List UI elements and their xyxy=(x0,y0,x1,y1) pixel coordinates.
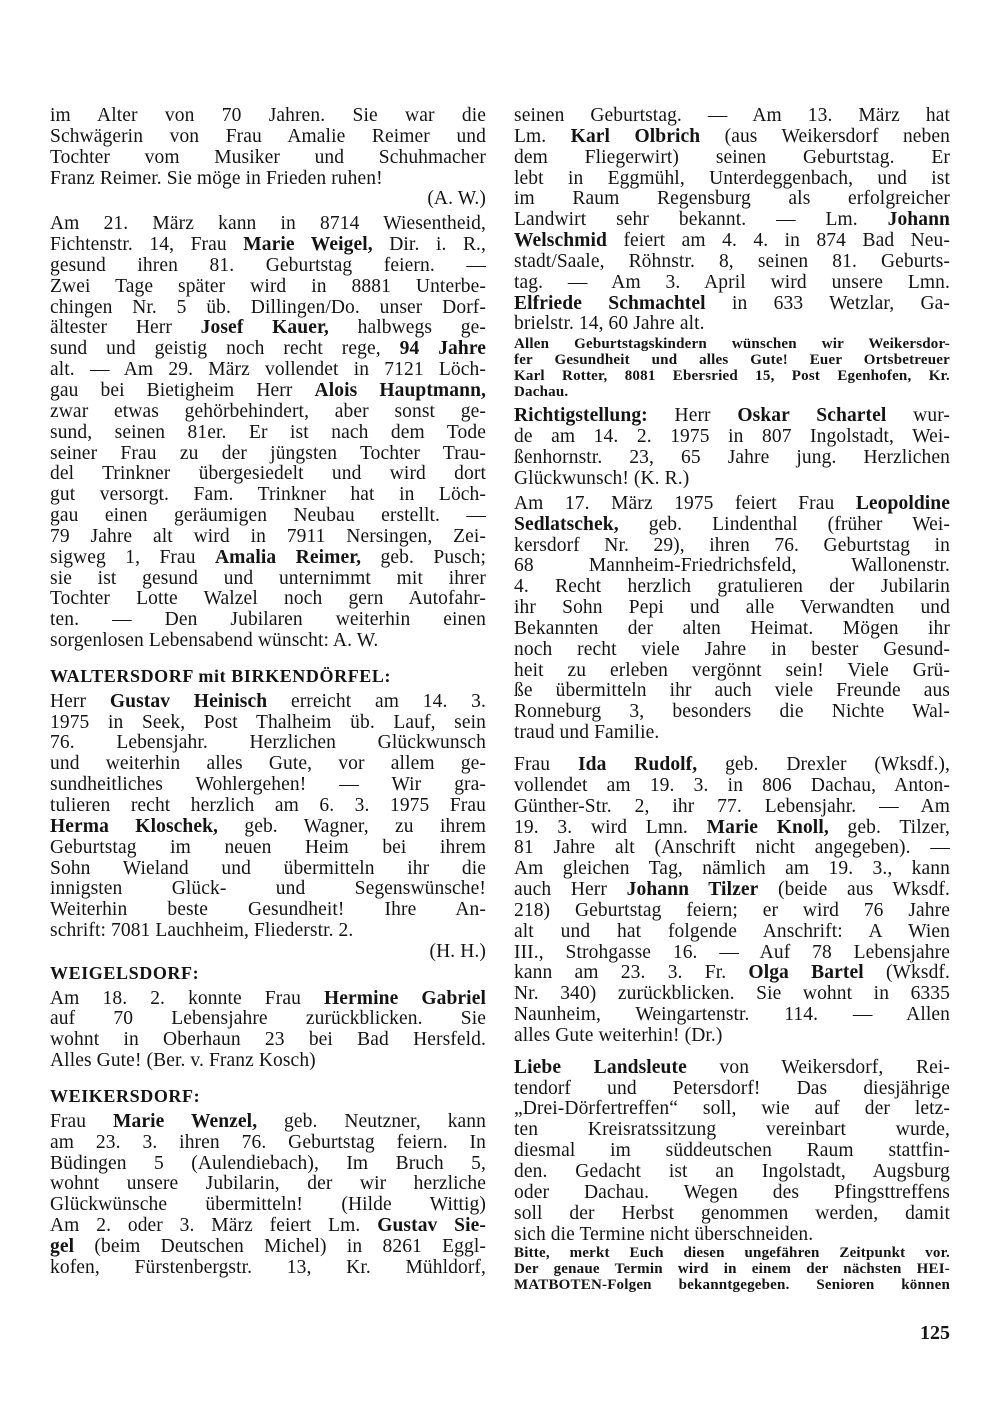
text-run: gut versorgt. Fam. Trinkner hat in Löch- xyxy=(50,484,486,506)
text-line xyxy=(514,536,950,557)
right-column xyxy=(514,106,950,1294)
text-run: Weiterhin beste Gesundheit! Ihre An- xyxy=(50,899,486,921)
text-line xyxy=(514,1204,950,1225)
text-line xyxy=(514,1162,950,1183)
text-line xyxy=(50,402,486,423)
text-run: innigsten Glück- und Segenswünsche! xyxy=(50,878,486,900)
text-run: (beim Deutschen Michel) in 8261 Eggl- xyxy=(74,1235,486,1257)
bold-name: gel xyxy=(50,1235,75,1257)
text-line xyxy=(514,273,950,294)
bold-name: Sedlatschek, xyxy=(514,513,619,535)
text-run: sundheitliches Wohlergehen! — Wir gra- xyxy=(50,774,486,796)
text-line xyxy=(50,1030,486,1051)
text-line xyxy=(50,817,486,838)
text-line xyxy=(50,169,486,190)
text-line xyxy=(514,619,950,640)
text-run: soll der Herbst genommen werden, damit xyxy=(514,1202,950,1224)
bold-name: Richtigstellung: xyxy=(514,405,648,427)
text-line xyxy=(50,631,486,652)
text-run: stadt/Saale, Röhnstr. 8, seinen 81. Geburts- xyxy=(514,250,950,272)
text-run: (A. W.) xyxy=(427,188,486,210)
text-line xyxy=(50,666,486,687)
text-line xyxy=(50,1216,486,1237)
text-line xyxy=(514,1246,950,1262)
text-run: 76. Lebensjahr. Herzlichen Glückwunsch xyxy=(50,732,486,754)
text-run: kersdorf Nr. 29), ihren 76. Geburtstag in xyxy=(514,534,950,556)
bold-name: Amalia Reimer, xyxy=(215,546,362,568)
text-run: gau einen geräumigen Neubau erstellt. — xyxy=(50,505,486,527)
bold-name: Johann Tilzer xyxy=(626,879,759,901)
text-line xyxy=(514,1225,950,1246)
text-line xyxy=(514,901,950,922)
section-heading xyxy=(50,963,486,984)
bold-name: Karl Olbrich xyxy=(570,125,701,147)
bold-name: Hermine Gabriel xyxy=(323,987,486,1009)
text-run: Franz Reimer. Sie möge in Frieden ruhen! xyxy=(50,167,383,189)
text-run: Büdingen 5 (Aulendiebach), Im Bruch 5, xyxy=(50,1152,486,1174)
text-run: feiert am 4. 4. in 874 Bad Neu- xyxy=(607,230,950,252)
bold-name: 94 Jahre xyxy=(399,338,486,360)
text-line xyxy=(514,1262,950,1278)
text-line xyxy=(514,406,950,427)
text-line xyxy=(514,797,950,818)
text-line xyxy=(514,106,950,127)
bold-name: Welschmid xyxy=(514,230,607,252)
text-line xyxy=(50,692,486,713)
text-line xyxy=(50,189,486,210)
text-run: seiner Frau zu der jüngsten Tochter Trau- xyxy=(50,442,486,464)
section-heading xyxy=(50,1086,486,1107)
text-line xyxy=(50,360,486,381)
text-run: heit zu erleben vergönnt sein! Viele Grü- xyxy=(514,659,950,681)
text-run: traud und Familie. xyxy=(514,722,660,744)
text-run: chingen Nr. 5 üb. Dillingen/Do. unser Dorf- xyxy=(50,296,486,318)
text-run: (Wksdf. xyxy=(863,962,951,984)
text-run: (H. H.) xyxy=(429,940,486,962)
text-line xyxy=(50,796,486,817)
text-run: oder Dachau. Wegen des Pfingsttreffens xyxy=(514,1181,950,1203)
text-run: auch Herr xyxy=(514,879,627,901)
text-run: ße übermitteln ihr auch viele Freunde aus xyxy=(514,680,950,702)
text-run: „Drei-Dörfertreffen“ soll, wie auf der letz- xyxy=(514,1098,950,1120)
text-run: Schwägerin von Frau Amalie Reimer und xyxy=(50,125,486,147)
text-run: sigweg 1, Frau xyxy=(50,546,215,568)
text-run: Allen Geburtstagskindern wünschen wir Weikersdor- xyxy=(514,336,950,353)
page-number: 125 xyxy=(920,1322,950,1344)
paragraph xyxy=(50,106,486,189)
bold-name: Marie Knoll, xyxy=(706,816,829,838)
text-line xyxy=(514,210,950,231)
text-run: 68 Mannheim-Friedrichsfeld, Wallonenstr. xyxy=(514,555,950,577)
text-line xyxy=(514,427,950,448)
text-run: gau bei Bietigheim Herr xyxy=(50,379,315,401)
bold-name: Liebe Landsleute xyxy=(514,1056,687,1078)
text-run: sund, seinen 81er. Er ist nach dem Tode xyxy=(50,421,486,443)
text-run: Naunheim, Weingartenstr. 114. — Allen xyxy=(514,1004,950,1026)
left-column xyxy=(50,106,486,1279)
bold-name: Josef Kauer, xyxy=(200,317,329,339)
text-line xyxy=(50,235,486,256)
text-line xyxy=(50,1195,486,1216)
text-line xyxy=(50,1154,486,1175)
text-line xyxy=(514,448,950,469)
text-line xyxy=(50,527,486,548)
text-run: Am 17. März 1975 feiert Frau xyxy=(514,492,856,514)
text-run: im Alter von 70 Jahren. Sie war die xyxy=(50,105,486,126)
text-line xyxy=(50,339,486,360)
text-run: dem Fliegerwirt) seinen Geburtstag. Er xyxy=(514,146,950,168)
text-line xyxy=(50,548,486,569)
text-line xyxy=(50,942,486,963)
text-line xyxy=(514,252,950,273)
text-run: 79 Jahre alt wird in 7911 Nersingen, Zei- xyxy=(50,525,486,547)
text-line xyxy=(50,921,486,942)
author-signature xyxy=(50,942,486,963)
text-run: Fichtenstr. 14, Frau xyxy=(50,234,244,256)
text-line xyxy=(514,838,950,859)
text-run: ältester Herr xyxy=(50,317,201,339)
text-line xyxy=(50,859,486,880)
text-line xyxy=(514,148,950,169)
text-line xyxy=(514,189,950,210)
text-line xyxy=(514,702,950,723)
bold-name: Leopoldine xyxy=(855,492,950,514)
text-line xyxy=(50,1051,486,1072)
text-line xyxy=(50,381,486,402)
text-line xyxy=(514,127,950,148)
text-run: Dir. i. R., xyxy=(372,234,487,256)
text-run: geb. Pusch; xyxy=(361,546,486,568)
text-run: tag. — Am 3. April wird unsere Lmn. xyxy=(514,271,950,293)
text-line xyxy=(50,963,486,984)
text-line xyxy=(50,775,486,796)
bold-name: Marie Wenzel, xyxy=(113,1110,258,1132)
text-run: geb. Tilzer, xyxy=(828,816,951,838)
text-run: wohnt unsere Jubilarin, der wir herzliche xyxy=(50,1173,486,1195)
text-line xyxy=(50,900,486,921)
text-run: erreicht am 14. 3. xyxy=(267,690,487,712)
text-line xyxy=(514,556,950,577)
text-line xyxy=(50,713,486,734)
text-run: ten. — Den Jubilaren weiterhin einen xyxy=(50,609,486,631)
text-line xyxy=(50,1112,486,1133)
text-run: ßenhornstr. 23, 65 Jahre jung. Herzlichen xyxy=(514,447,950,469)
bold-name: Olga Bartel xyxy=(748,962,864,984)
text-line xyxy=(50,106,486,127)
text-run: geb. Wagner, zu ihrem xyxy=(218,815,486,837)
text-run: Herr xyxy=(50,690,110,712)
text-run: schrift: 7081 Lauchheim, Fliederstr. 2. xyxy=(50,920,354,942)
text-line xyxy=(514,943,950,964)
bold-name: Gustav Heinisch xyxy=(109,690,268,712)
paragraph xyxy=(514,494,950,744)
text-run: Tochter Lotte Walzel noch gern Autofahr- xyxy=(50,588,486,610)
text-line xyxy=(514,1278,950,1294)
bold-name: Marie Weigel, xyxy=(243,234,373,256)
text-line xyxy=(50,754,486,775)
text-run: ten Kreisratssitzung vereinbart wurde, xyxy=(514,1119,950,1141)
paragraph xyxy=(514,406,950,489)
text-run: ihr Sohn Pepi und alle Verwandten und xyxy=(514,597,950,619)
text-run: diesmal im süddeutschen Raum stattfin- xyxy=(514,1140,950,1162)
text-line xyxy=(50,569,486,590)
text-run: kofen, Fürstenbergstr. 13, Kr. Mühldorf, xyxy=(50,1256,486,1278)
text-run: Der genaue Termin wird in einem der nächsten HEI- xyxy=(514,1261,950,1278)
text-line xyxy=(50,1086,486,1107)
text-line xyxy=(514,1026,950,1047)
text-run: Ronneburg 3, besonders die Nichte Wal- xyxy=(514,701,950,723)
paragraph xyxy=(514,1058,950,1246)
text-line xyxy=(50,464,486,485)
text-line xyxy=(50,879,486,900)
text-line xyxy=(514,880,950,901)
text-run: im Raum Regensburg als erfolgreicher xyxy=(514,188,950,210)
text-run: geb. Drexler (Wksdf.), xyxy=(697,753,950,775)
text-line xyxy=(50,318,486,339)
text-run: Glückwünsche übermitteln! (Hilde Wittig) xyxy=(50,1194,486,1216)
bold-name: Herma Kloschek, xyxy=(50,815,219,837)
text-run: tulieren recht herzlich am 6. 3. 1975 Frau xyxy=(50,795,486,816)
text-line xyxy=(50,1174,486,1195)
text-run: sund und geistig noch recht rege, xyxy=(50,338,400,360)
text-run: halbwegs ge- xyxy=(328,317,486,339)
text-line xyxy=(50,989,486,1010)
text-line xyxy=(514,385,950,401)
text-line xyxy=(514,1099,950,1120)
text-line xyxy=(514,469,950,490)
text-run: Bitte, merkt Euch diesen ungefähren Zeitpunkt vor. xyxy=(514,1245,950,1262)
text-line xyxy=(50,506,486,527)
text-line xyxy=(50,214,486,235)
text-run: Bekannten der alten Heimat. Mögen ihr xyxy=(514,617,950,639)
text-line xyxy=(50,838,486,859)
text-run: und weiterhin alles Gute, vor allem ge- xyxy=(50,753,486,775)
text-run: geb. Lindenthal (früher Wei- xyxy=(618,513,950,535)
text-line xyxy=(50,277,486,298)
text-line xyxy=(50,610,486,631)
text-run: kann am 23. 3. Fr. xyxy=(514,962,749,984)
text-run: Glückwunsch! (K. R.) xyxy=(514,468,690,489)
text-line xyxy=(514,1005,950,1026)
text-run: Geburtstag im neuen Heim bei ihrem xyxy=(50,836,486,858)
text-run: 1975 in Seek, Post Thalheim üb. Lauf, sein xyxy=(50,711,486,733)
text-run: tendorf und Petersdorf! Das diesjährige xyxy=(514,1077,950,1099)
text-run: alles Gute weiterhin! (Dr.) xyxy=(514,1024,723,1046)
text-line xyxy=(50,1237,486,1258)
text-run: am 23. 3. ihren 76. Geburtstag feiern. In xyxy=(50,1131,486,1153)
text-line xyxy=(514,755,950,776)
text-run: Tochter vom Musiker und Schuhmacher xyxy=(50,146,486,168)
text-line xyxy=(514,337,950,353)
text-run: (beide aus Wksdf. xyxy=(758,879,951,901)
text-line xyxy=(514,661,950,682)
text-run: Herr xyxy=(647,405,738,427)
bold-name: Gustav Sie- xyxy=(377,1215,486,1237)
text-line xyxy=(514,598,950,619)
text-run: III., Strohgasse 16. — Auf 78 Lebensjahre xyxy=(514,941,950,963)
text-run: von Weikersdorf, Rei- xyxy=(686,1056,951,1078)
text-run: Karl Rotter, 8081 Ebersried 15, Post Egenhofen, Kr. xyxy=(514,367,950,384)
text-run: WALTERSDORF mit BIRKENDÖRFEL: xyxy=(50,665,392,686)
text-line xyxy=(514,515,950,536)
text-run: in 633 Wetzlar, Ga- xyxy=(705,292,950,314)
text-line xyxy=(50,1133,486,1154)
text-line xyxy=(514,1183,950,1204)
bold-name: Ida Rudolf, xyxy=(577,753,698,775)
paragraph xyxy=(50,692,486,942)
text-line xyxy=(514,494,950,515)
text-line xyxy=(50,444,486,465)
text-line xyxy=(514,577,950,598)
text-run: seinen Geburtstag. — Am 13. März hat xyxy=(514,105,950,126)
text-run: WEIGELSDORF: xyxy=(50,962,200,983)
text-run: Am 18. 2. konnte Frau xyxy=(50,987,324,1009)
text-line xyxy=(514,1079,950,1100)
text-run: del Trinkner übergesiedelt und wird dort xyxy=(50,463,486,485)
text-run: Am gleichen Tag, nämlich am 19. 3., kann xyxy=(514,858,950,880)
text-line xyxy=(50,148,486,169)
text-line xyxy=(50,485,486,506)
text-line xyxy=(50,589,486,610)
text-run: Alles Gute! (Ber. v. Franz Kosch) xyxy=(50,1050,316,1072)
text-run: den. Gedacht ist an Ingolstadt, Augsburg xyxy=(514,1161,950,1182)
text-run: Frau xyxy=(50,1110,114,1132)
text-run: 218) Geburtstag feiern; er wird 76 Jahre xyxy=(514,899,950,921)
bold-name: Johann xyxy=(887,209,950,231)
text-run: sorgenlosen Lebensabend wünscht: A. W. xyxy=(50,630,379,652)
text-run: alt und hat folgende Anschrift: A Wien xyxy=(514,920,950,942)
text-line xyxy=(514,231,950,252)
section-heading xyxy=(50,666,486,687)
text-line xyxy=(514,1058,950,1079)
text-run: geb. Neutzner, kann xyxy=(257,1110,486,1132)
text-line xyxy=(514,984,950,1005)
text-line xyxy=(514,776,950,797)
text-line xyxy=(50,1258,486,1279)
text-run: zwar etwas gehörbehindert, aber sonst ge- xyxy=(50,400,486,422)
text-line xyxy=(514,723,950,744)
bold-name: Alois Hauptmann, xyxy=(314,379,486,401)
text-run: 81 Jahre alt (Anschrift nicht angegeben). — xyxy=(514,837,950,859)
text-run: (aus Weikersdorf neben xyxy=(700,125,951,147)
paragraph xyxy=(50,214,486,652)
text-line xyxy=(514,681,950,702)
text-run: WEIKERSDORF: xyxy=(50,1085,201,1106)
text-run: de am 14. 2. 1975 in 807 Ingolstadt, Wei- xyxy=(514,426,950,448)
text-run: Sohn Wieland und übermitteln ihr die xyxy=(50,857,486,879)
text-line xyxy=(514,1141,950,1162)
text-line xyxy=(514,169,950,190)
text-line xyxy=(514,314,950,335)
text-run: lebt in Eggmühl, Unterdeggenbach, und ist xyxy=(514,167,950,189)
small-print-note xyxy=(514,1246,950,1293)
bold-name: Oskar Schartel xyxy=(737,405,887,427)
text-line xyxy=(514,640,950,661)
text-line xyxy=(514,922,950,943)
paragraph xyxy=(50,1112,486,1279)
text-run: Günther-Str. 2, ihr 77. Lebensjahr. — Am xyxy=(514,795,950,817)
text-line xyxy=(514,859,950,880)
text-run: wohnt in Oberhaun 23 bei Bad Hersfeld. xyxy=(50,1029,486,1051)
bold-name: Elfriede Schmachtel xyxy=(514,292,706,314)
text-run: gesund ihren 81. Geburtstag feiern. — xyxy=(50,254,486,276)
text-run: sich die Termine nicht überschneiden. xyxy=(514,1223,814,1245)
text-line xyxy=(50,127,486,148)
text-run: vollendet am 19. 3. in 806 Dachau, Anton- xyxy=(514,774,950,796)
text-run: Am 21. März kann in 8714 Wiesentheid, xyxy=(50,213,486,235)
text-run: Landwirt sehr bekannt. — Lm. xyxy=(514,209,888,231)
author-signature xyxy=(50,189,486,210)
text-run: wur- xyxy=(886,405,950,427)
text-run: MATBOTEN-Folgen bekanntgegeben. Senioren können xyxy=(514,1276,950,1293)
text-line xyxy=(50,423,486,444)
text-line xyxy=(50,256,486,277)
text-run: Am 2. oder 3. März feiert Lm. xyxy=(50,1215,378,1237)
text-run: Lm. xyxy=(514,125,571,147)
paragraph xyxy=(514,106,950,335)
text-run: sie ist gesund und unternimmt mit ihrer xyxy=(50,567,486,589)
text-line xyxy=(514,369,950,385)
text-run: auf 70 Lebensjahre zurückblicken. Sie xyxy=(50,1008,486,1030)
text-line xyxy=(50,1009,486,1030)
text-line xyxy=(514,818,950,839)
text-run: brielstr. 14, 60 Jahre alt. xyxy=(514,313,705,335)
text-line xyxy=(514,963,950,984)
text-line xyxy=(514,294,950,315)
text-line xyxy=(514,1120,950,1141)
small-print-note xyxy=(514,337,950,400)
paragraph xyxy=(514,755,950,1047)
text-run: Dachau. xyxy=(514,383,569,400)
text-run: Nr. 340) zurückblicken. Sie wohnt in 6335 xyxy=(514,983,950,1005)
text-run: 4. Recht herzlich gratulieren der Jubilarin xyxy=(514,576,950,598)
text-line xyxy=(514,353,950,369)
text-run: 19. 3. wird Lmn. xyxy=(514,816,707,838)
text-run: Frau xyxy=(514,753,578,775)
text-line xyxy=(50,733,486,754)
text-run: noch recht viele Jahre in bester Gesund- xyxy=(514,638,950,660)
text-line xyxy=(50,298,486,319)
text-run: Zwei Tage später wird in 8881 Unterbe- xyxy=(50,275,486,297)
text-run: alt. — Am 29. März vollendet in 7121 Löch- xyxy=(50,359,486,381)
text-run: fer Gesundheit und alles Gute! Euer Ortsbetreuer xyxy=(514,352,950,369)
paragraph xyxy=(50,989,486,1072)
